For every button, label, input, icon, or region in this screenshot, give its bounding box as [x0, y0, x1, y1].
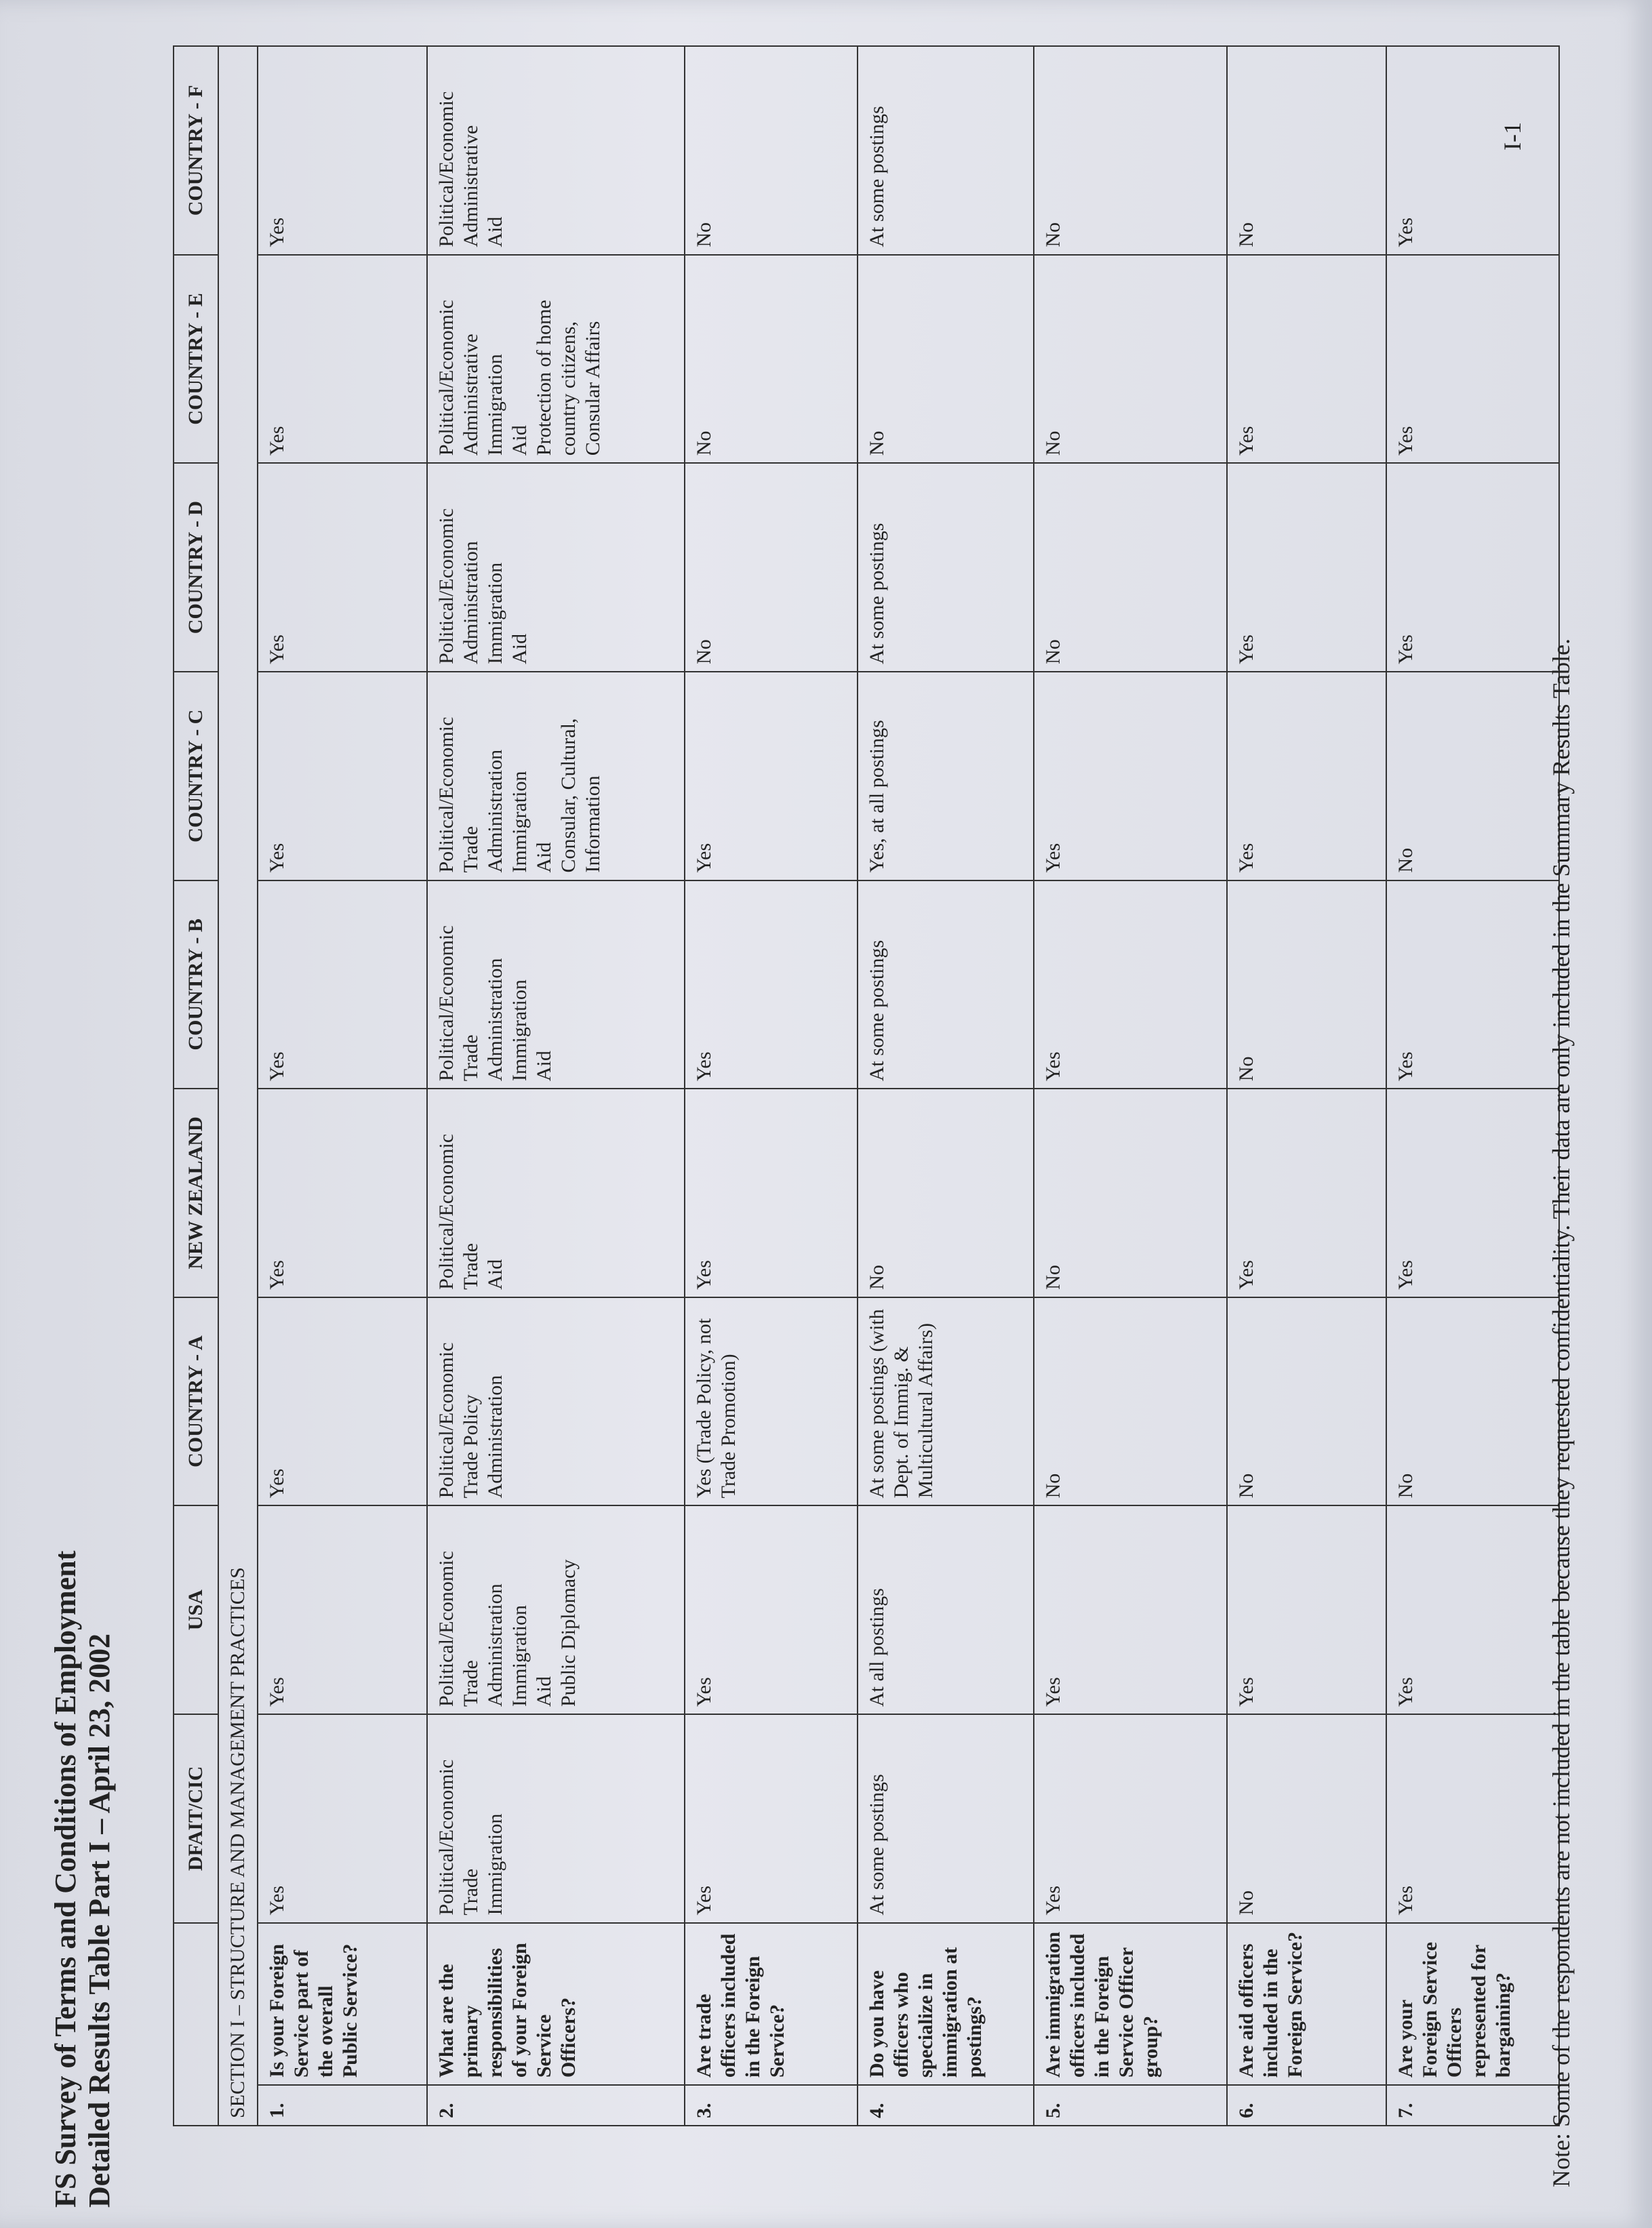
answer-line: No — [693, 222, 715, 247]
answer-cell — [1034, 880, 1227, 1089]
answer-cell — [1386, 880, 1559, 1089]
answer-line: Political/Economic — [435, 300, 458, 456]
question-number: 7. — [1386, 2085, 1559, 2126]
answer-cell — [258, 880, 427, 1089]
answer-cell — [1034, 1505, 1227, 1714]
answer-cell — [685, 1297, 858, 1506]
answer-cell — [1034, 46, 1227, 255]
answer-line: Yes — [1394, 1260, 1417, 1290]
answer-line: No — [1394, 1473, 1417, 1499]
answer-cell — [1227, 880, 1386, 1089]
column-header: USA — [174, 1505, 218, 1714]
answer-cell — [258, 1297, 427, 1506]
answer-line: Aid — [533, 842, 555, 873]
section-row — [218, 46, 258, 2126]
answer-cell — [427, 1089, 685, 1297]
answer-line: At some postings — [866, 939, 888, 1082]
answer-cell — [258, 463, 427, 672]
column-header: DFAIT/CIC — [174, 1714, 218, 1923]
answer-line: Political/Economic — [435, 716, 458, 873]
question-text: Are your Foreign Service Officers represented for bargaining? — [1386, 1923, 1559, 2085]
answer-cell — [427, 672, 685, 880]
question-number: 3. — [685, 2085, 858, 2126]
answer-line: At some postings — [866, 1774, 888, 1916]
answer-cell — [685, 1714, 858, 1923]
footnote: Note: Some of the respondents are not included in the table because they requested confidentiality. Their data are only included in the Summary Results Table. — [1548, 638, 1575, 2187]
answer-line: Yes — [693, 1886, 715, 1916]
answer-line: Immigration — [508, 1605, 531, 1707]
column-header: COUNTRY - E — [174, 255, 218, 464]
answer-line: Yes, at all postings — [866, 720, 888, 873]
answer-cell — [1386, 463, 1559, 672]
answer-cell — [1386, 672, 1559, 880]
answer-line: Aid — [484, 1259, 506, 1290]
answer-line: Administration — [484, 1583, 506, 1707]
answer-cell — [258, 46, 427, 255]
answer-cell — [685, 255, 858, 464]
answer-line: Yes — [693, 1051, 715, 1082]
answer-line: No — [866, 1265, 888, 1290]
answer-line: Yes — [1394, 1051, 1417, 1082]
question-text: Is your Foreign Service part of the overall Public Service? — [258, 1923, 427, 2085]
question-number: 1. — [258, 2085, 427, 2126]
answer-line: Yes — [1394, 634, 1417, 664]
answer-line: Yes — [1235, 1260, 1257, 1290]
answer-line: Political/Economic — [435, 1133, 458, 1290]
answer-line: Yes (Trade Policy, not Trade Promotion) — [693, 1318, 740, 1499]
answer-cell — [258, 1714, 427, 1923]
answer-cell — [1227, 1089, 1386, 1297]
answer-line: Aid — [533, 1051, 555, 1082]
answer-cell — [685, 672, 858, 880]
answer-line: Yes — [1235, 426, 1257, 456]
table-row — [858, 46, 1034, 2126]
answer-cell — [258, 255, 427, 464]
answer-line: Yes — [266, 1260, 288, 1290]
answer-line: Administration — [484, 1375, 506, 1499]
answer-line: Yes — [266, 1677, 288, 1707]
answer-line: Consular, Cultural, Information — [557, 718, 604, 873]
answer-line: No — [693, 430, 715, 456]
answer-line: Political/Economic — [435, 508, 458, 664]
column-header: COUNTRY - B — [174, 880, 218, 1089]
answer-line: At all postings — [866, 1588, 888, 1707]
answer-line: No — [1235, 1890, 1257, 1916]
answer-line: Yes — [1235, 843, 1257, 873]
table-row — [685, 46, 858, 2126]
answer-cell — [685, 46, 858, 255]
answer-cell — [858, 46, 1034, 255]
answer-cell — [258, 1505, 427, 1714]
answer-line: Political/Economic — [435, 1759, 458, 1916]
answer-line: Yes — [266, 634, 288, 664]
column-header: NEW ZEALAND — [174, 1089, 218, 1297]
answer-line: Yes — [1235, 634, 1257, 664]
answer-line: Political/Economic — [435, 1551, 458, 1707]
table-row — [1034, 46, 1227, 2126]
question-number: 6. — [1227, 2085, 1386, 2126]
answer-cell — [258, 1089, 427, 1297]
answer-line: Aid — [484, 216, 506, 247]
answer-cell — [427, 1297, 685, 1506]
answer-line: Yes — [266, 1468, 288, 1499]
answer-cell — [1386, 46, 1559, 255]
answer-cell — [858, 672, 1034, 880]
answer-cell — [858, 1714, 1034, 1923]
answer-cell — [1227, 46, 1386, 255]
answer-line: Yes — [693, 843, 715, 873]
table-row — [258, 46, 427, 2126]
answer-cell — [685, 1505, 858, 1714]
answer-line: Administration — [484, 749, 506, 873]
answer-line: Yes — [1235, 1677, 1257, 1707]
answer-cell — [858, 463, 1034, 672]
header-row — [174, 46, 218, 2126]
answer-cell — [427, 255, 685, 464]
document-title — [49, 1551, 117, 2208]
answer-cell — [427, 880, 685, 1089]
question-number: 4. — [858, 2085, 1034, 2126]
answer-cell — [1034, 255, 1227, 464]
answer-line: Trade — [460, 1034, 482, 1082]
answer-cell — [685, 880, 858, 1089]
column-header: COUNTRY - A — [174, 1297, 218, 1506]
answer-cell — [858, 1089, 1034, 1297]
answer-cell — [1227, 672, 1386, 880]
answer-cell — [1227, 1714, 1386, 1923]
question-number: 2. — [427, 2085, 685, 2126]
section-heading: SECTION I – STRUCTURE AND MANAGEMENT PRACTICES — [218, 46, 258, 2126]
column-header: COUNTRY - D — [174, 463, 218, 672]
answer-cell — [427, 1505, 685, 1714]
question-text: What are the primary responsibilities of your Foreign Service Officers? — [427, 1923, 685, 2085]
answer-line: Protection of home country citizens, Consular Affairs — [533, 300, 604, 456]
answer-cell — [1034, 463, 1227, 672]
answer-line: Trade Policy — [460, 1394, 482, 1499]
answer-line: At some postings — [866, 106, 888, 247]
answer-line: Yes — [693, 1677, 715, 1707]
answer-cell — [1227, 463, 1386, 672]
answer-line: Immigration — [484, 1813, 506, 1916]
table-row — [1386, 46, 1559, 2126]
answer-line: No — [1235, 1056, 1257, 1082]
answer-cell — [1034, 1297, 1227, 1506]
answer-line: Immigration — [508, 771, 531, 873]
answer-line: No — [1235, 1473, 1257, 1499]
header-blank — [174, 1923, 218, 2126]
answer-line: No — [1235, 222, 1257, 247]
answer-line: Aid — [508, 425, 531, 456]
answer-line: No — [1394, 847, 1417, 873]
answer-line: Immigration — [508, 979, 531, 1082]
answer-line: Yes — [266, 218, 288, 247]
question-text: Do you have officers who specialize in immigration at postings? — [858, 1923, 1034, 2085]
answer-line: Trade — [460, 1868, 482, 1916]
page-number: I-1 — [1499, 122, 1526, 150]
answer-cell — [1386, 255, 1559, 464]
answer-line: Trade — [460, 1242, 482, 1290]
answer-cell — [1034, 1714, 1227, 1923]
answer-line: Yes — [266, 1051, 288, 1082]
answer-line: No — [693, 639, 715, 664]
answer-line: Yes — [1042, 843, 1064, 873]
title-line-2: Detailed Results Table Part I – April 23, 2002 — [83, 1633, 116, 2208]
answer-line: Yes — [1042, 1051, 1064, 1082]
answer-line: Political/Economic — [435, 91, 458, 247]
answer-line: Administrative — [460, 333, 482, 456]
answer-cell — [427, 1714, 685, 1923]
table-row — [1227, 46, 1386, 2126]
column-header: COUNTRY - F — [174, 46, 218, 255]
answer-cell — [1034, 1089, 1227, 1297]
answer-cell — [858, 1505, 1034, 1714]
answer-line: No — [1042, 430, 1064, 456]
answer-line: Aid — [533, 1676, 555, 1707]
answer-line: Trade — [460, 1660, 482, 1707]
answer-line: Administration — [460, 541, 482, 664]
answer-cell — [858, 880, 1034, 1089]
answer-cell — [1227, 1297, 1386, 1506]
answer-line: Trade — [460, 826, 482, 873]
answer-line: No — [1042, 222, 1064, 247]
answer-cell — [858, 1297, 1034, 1506]
answer-line: No — [1042, 1473, 1064, 1499]
answer-line: Yes — [266, 1886, 288, 1916]
answer-line: No — [866, 430, 888, 456]
answer-line: Yes — [1042, 1677, 1064, 1707]
answer-line: At some postings (with Dept. of Immig. & Multicultural Affairs) — [866, 1309, 937, 1499]
question-number: 5. — [1034, 2085, 1227, 2126]
answer-cell — [1386, 1714, 1559, 1923]
question-text: Are trade officers included in the Foreign Service? — [685, 1923, 858, 2085]
answer-cell — [858, 255, 1034, 464]
answer-line: Yes — [1042, 1886, 1064, 1916]
answer-cell — [427, 463, 685, 672]
answer-cell — [1386, 1297, 1559, 1506]
column-header: COUNTRY - C — [174, 672, 218, 880]
answer-cell — [1034, 672, 1227, 880]
answer-line: Political/Economic — [435, 1342, 458, 1499]
answer-line: At some postings — [866, 523, 888, 664]
answer-line: Administrative — [460, 125, 482, 247]
answer-line: No — [1042, 639, 1064, 664]
answer-line: Yes — [1394, 218, 1417, 247]
question-text: Are immigration officers included in the Foreign Service Officer group? — [1034, 1923, 1227, 2085]
answer-line: Immigration — [484, 354, 506, 456]
table-row — [427, 46, 685, 2126]
answer-cell — [685, 463, 858, 672]
question-text: Are aid officers included in the Foreign Service? — [1227, 1923, 1386, 2085]
answer-line: Administration — [484, 958, 506, 1082]
title-line-1: FS Survey of Terms and Conditions of Employment — [49, 1550, 82, 2208]
answer-line: Yes — [1394, 426, 1417, 456]
answer-line: Yes — [693, 1260, 715, 1290]
answer-cell — [1227, 1505, 1386, 1714]
answer-cell — [685, 1089, 858, 1297]
answer-line: Yes — [266, 426, 288, 456]
answer-line: Public Diplomacy — [557, 1559, 580, 1707]
answer-line: No — [1042, 1265, 1064, 1290]
answer-line: Yes — [266, 843, 288, 873]
answer-line: Aid — [508, 633, 531, 664]
answer-line: Political/Economic — [435, 925, 458, 1082]
answer-cell — [1227, 255, 1386, 464]
answer-line: Immigration — [484, 562, 506, 664]
results-table — [173, 45, 1560, 2126]
answer-line: Yes — [1394, 1886, 1417, 1916]
answer-cell — [258, 672, 427, 880]
answer-line: Yes — [1394, 1677, 1417, 1707]
answer-cell — [427, 46, 685, 255]
answer-cell — [1386, 1505, 1559, 1714]
answer-cell — [1386, 1089, 1559, 1297]
